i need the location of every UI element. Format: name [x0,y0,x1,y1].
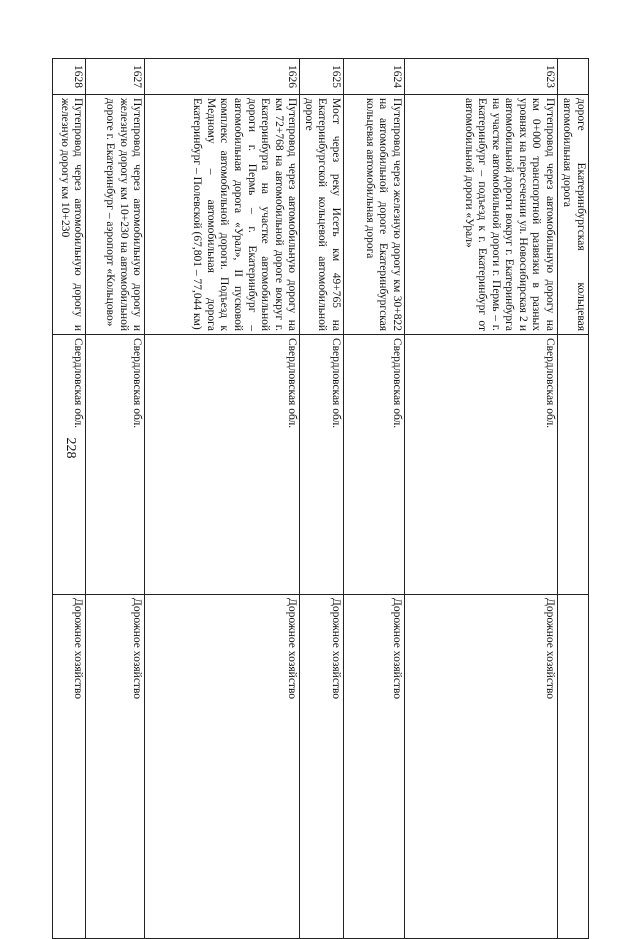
object-description: дороге Екатеринбургская кольцевая автомобильная дорога [558,95,589,335]
table-row [344,59,405,939]
row-number [558,59,589,95]
row-number: 1624 [344,59,405,95]
table-row [145,59,300,939]
object-description: Мост через реку Исеть км 49+765 на Екатеринбургской кольцевой автомобильной дороге [300,95,344,335]
table-row [53,59,86,939]
table-row [86,59,145,939]
page-number: 228 [63,437,78,459]
region-cell: Свердловская обл. [86,335,145,595]
owner-cell: Дорожное хозяйство [344,595,405,939]
region-cell [558,335,589,595]
object-description: Путепровод через железную дорогу км 30+822 на автомобильной дороге Екатеринбургская кольцевая автомобильная дорога [344,95,405,335]
object-description: Путепровод через автомобильную дорогу на км 0+000 транспортной развязки в разных уровнях на пересечении ул. Новосибирская 2 и автомобильной дороги вокруг г. Екатеринбурга на участке автомобильной дороги г. Пермь – г. Екатеринбург – подъезд к г. Екатеринбург от автомобильной дороги «Урал» [405,95,558,335]
owner-cell: Дорожное хозяйство [300,595,344,939]
object-description: Путепровод через автомобильную дорогу и железную дорогу км 10+230 [53,95,86,335]
region-cell: Свердловская обл. [300,335,344,595]
row-number: 1628 [53,59,86,95]
owner-cell: Дорожное хозяйство [145,595,300,939]
object-description: Путепровод через автомобильную дорогу и железную дорогу км 10+230 на автомобильной дороге г. Екатеринбург – аэропорт «Кольцово» [86,95,145,335]
region-cell: Свердловская обл. [344,335,405,595]
region-cell: Свердловская обл. [53,335,86,595]
row-number: 1627 [86,59,145,95]
owner-cell: Дорожное хозяйство [86,595,145,939]
row-number: 1626 [145,59,300,95]
row-number: 1623 [405,59,558,95]
register-table [52,58,589,939]
row-number: 1625 [300,59,344,95]
owner-cell [558,595,589,939]
table-row [300,59,344,939]
region-cell: Свердловская обл. [145,335,300,595]
table-row [405,59,558,939]
owner-cell: Дорожное хозяйство [53,595,86,939]
region-cell: Свердловская обл. [405,335,558,595]
object-description: Путепровод через автомобильную дорогу на км 72+768 на автомобильной дороге вокруг г. Екатеринбурга на участке автомобильной дороги г. Пермь – г. Екатеринбург – автомобильная дорога «Урал», II пусковой комплекс автомобильной дороги. Подъезд к Медному – автомобильная дорога Екатеринбург – Полевской (67,801 – 77,044 км) [145,95,300,335]
table-row [558,59,589,939]
owner-cell: Дорожное хозяйство [405,595,558,939]
